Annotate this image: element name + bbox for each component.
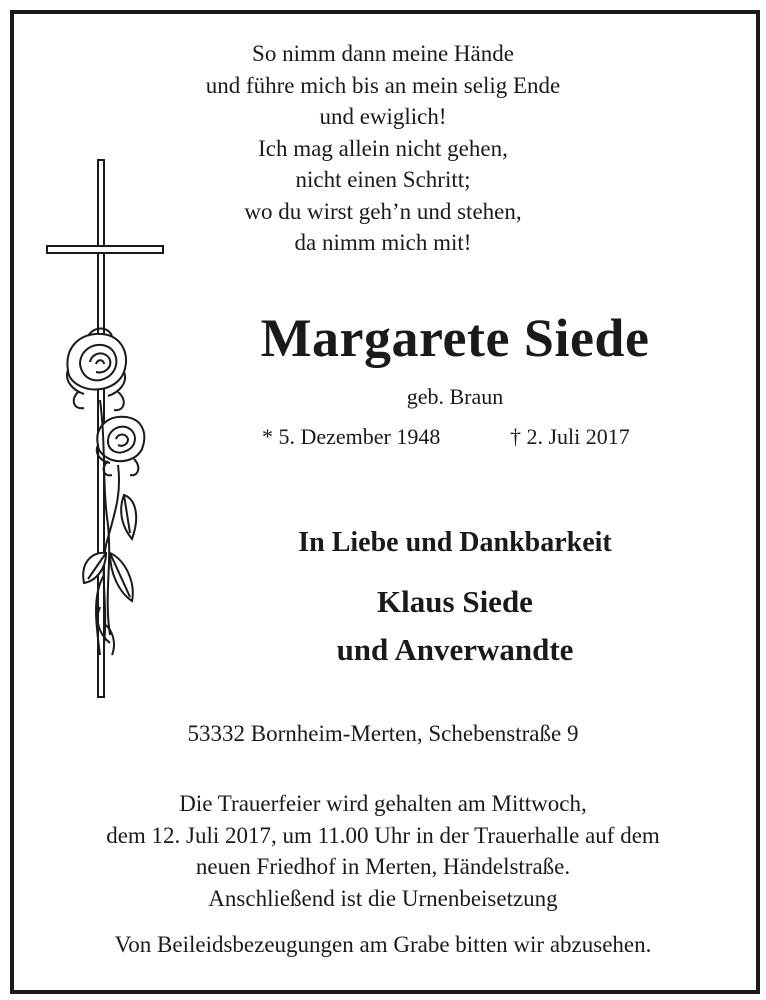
gratitude-line: In Liebe und Dankbarkeit — [298, 527, 612, 558]
poem-line: und führe mich bis an mein selig Ende — [205, 72, 561, 98]
service-line: Die Trauerfeier wird gehalten am Mittwoch, — [179, 791, 587, 816]
poem-line: nicht einen Schritt; — [295, 167, 471, 192]
service-info — [0, 788, 766, 914]
poem-line: wo du wirst geh’n und stehen, — [244, 198, 522, 224]
deceased-name: Margarete Siede — [260, 308, 650, 368]
birth-date: * 5. Dezember 1948 — [262, 424, 441, 449]
maiden-name: geb. Braun — [406, 384, 504, 409]
mourner-name: Klaus Siede — [377, 584, 533, 619]
poem-line: So nimm dann meine Hände — [252, 41, 514, 66]
service-line: neuen Friedhof in Merten, Händelstraße. — [195, 854, 571, 879]
poem-line: Ich mag allein nicht gehen, — [258, 135, 508, 161]
address: 53332 Bornheim-Merten, Schebenstraße 9 — [187, 721, 579, 746]
cross-with-roses-icon — [40, 155, 170, 705]
service-line: dem 12. Juli 2017, um 11.00 Uhr in der Trauerhalle auf dem — [106, 822, 660, 848]
condolence-note: Von Beileidsbezeugungen am Grabe bitten wir abzusehen. — [114, 932, 652, 957]
death-date: † 2. Juli 2017 — [510, 424, 630, 449]
service-line: Anschließend ist die Urnenbeisetzung — [208, 885, 558, 911]
poem-line: und ewiglich! — [319, 104, 447, 129]
poem-line: da nimm mich mit! — [294, 230, 472, 255]
mourner-relatives: und Anverwandte — [336, 632, 574, 667]
